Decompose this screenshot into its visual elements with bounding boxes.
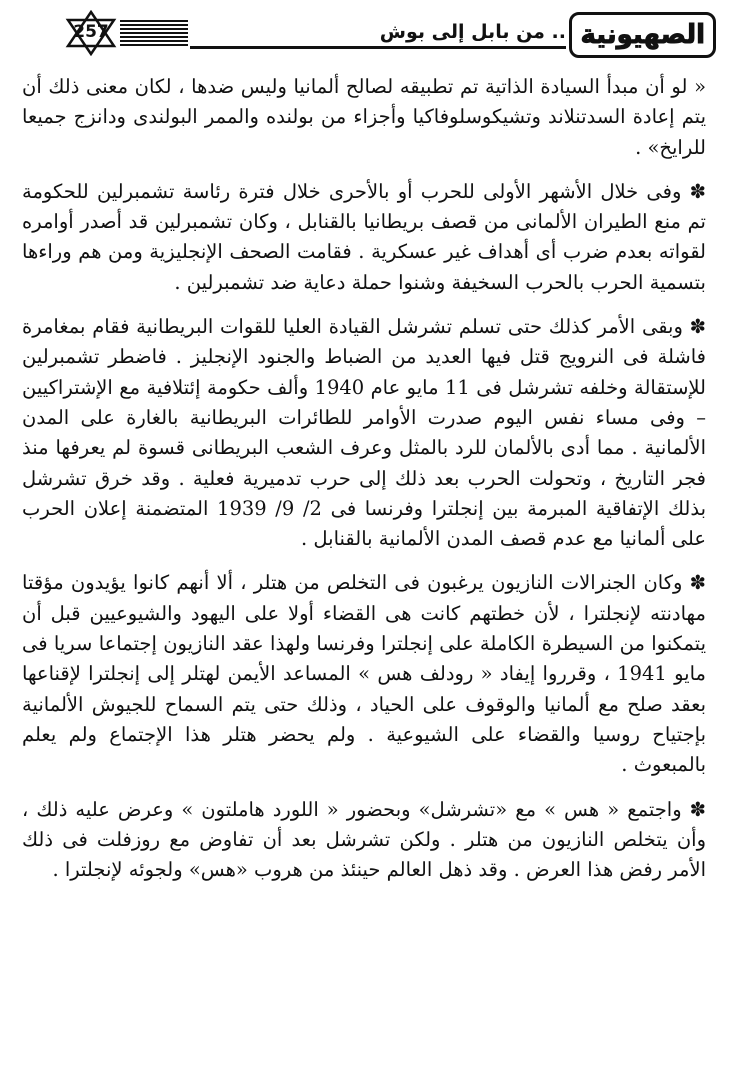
paragraph-2: ✽ وفى خلال الأشهر الأولى للحرب أو بالأحرى خلال فترة رئاسة تشمبرلين للحكومة تم منع الطيران الألمانى من قصف بريطانيا بالقنابل ، وكان تشمبرلين قد أصدر أوامره لقواته بعدم ضرب أى أهداف غير عسكرية . فقامت الصحف الإنجليزية ومن هم وراءها بتسمية الحرب بالحرب السخيفة وشنوا حملة دعاية ضد تشمبرلين . (22, 179, 706, 294)
page-body (22, 72, 706, 885)
paragraph-3: ✽ وبقى الأمر كذلك حتى تسلم تشرشل القيادة العليا للقوات البريطانية فقام بمغامرة فاشلة فى النرويج قتل فيها العديد من الضباط والجنود الإنجليز . فاضطر تشمبرلين للإستقالة وخلفه تشرشل فى 11 مايو عام 1940 وألف حكومة إئتلافية مع الإشتراكيين – وفى مساء نفس اليوم صدرت الأوامر للطائرات البريطانية بالغارة على المدن الألمانية . مما أدى بالألمان للرد بالمثل وعرف الشعب البريطانى قسوة لم يعرفها منذ فجر التاريخ ، وتحولت الحرب بعد ذلك إلى حرب تدميرية فعلية . وقد خرق تشرشل بذلك الإتفاقية المبرمة بين إنجلترا وفرنسا فى 2/ 9/ 1939 المتضمنة إعلان الحرب على ألمانيا مع عدم قصف المدن الألمانية بالقنابل . (22, 315, 706, 551)
flag-stripes-ornament (120, 20, 188, 46)
paragraph-4: ✽ وكان الجنرالات النازيون يرغبون فى التخلص من هتلر ، ألا أنهم كانوا يؤيدون مؤقتا مهادنته لإنجلترا ، لأن خطتهم كانت هى القضاء أولا على اليهود والشيوعيين قبل أن يتمكنوا من السيطرة الكاملة على إنجلترا وفرنسا ولهذا عقد النازيون إجتماعا سريا فى مايو 1941 ، وقرروا إيفاد « رودلف هس » المساعد الأيمن لهتلر إلى إنجلترا لإقناعها بعقد صلح مع ألمانيا والوقوف على الحياد ، وذلك حتى يتم السماح للجيوش الألمانية بإجتياح روسيا والقضاء على الشيوعية . ولم يحضر هتلر هذا الإجتماع ولم يعلم بالمبعوث . (22, 571, 706, 777)
book-title-logo: الصهيونية (569, 12, 716, 58)
paragraph-5: ✽ واجتمع « هس » مع «تشرشل» وبحضور « اللورد هاملتون » وعرض عليه ذلك ، وأن يتخلص النازيون من هتلر . ولكن تشرشل بعد أن تفاوض مع روزفلت فى ذلك الأمر رفض هذا العرض . وقد ذهل العالم حينئذ من هروب «هس» ولجوئه لإنجلترا . (22, 797, 706, 882)
page-number: 257 (73, 22, 109, 42)
header-rule (190, 46, 566, 49)
page-header (70, 10, 716, 58)
chapter-subtitle: .. من بابل إلى بوش (379, 21, 566, 43)
paragraph-1: « لو أن مبدأ السيادة الذاتية تم تطبيقه لصالح ألمانيا وليس ضدها ، لكان معنى ذلك أن يتم إعادة السدتنلاند وتشيكوسلوفاكيا وأجزاء من بولنده والممر البولندى ودانزج جميعا للرايخ» . (22, 75, 706, 159)
